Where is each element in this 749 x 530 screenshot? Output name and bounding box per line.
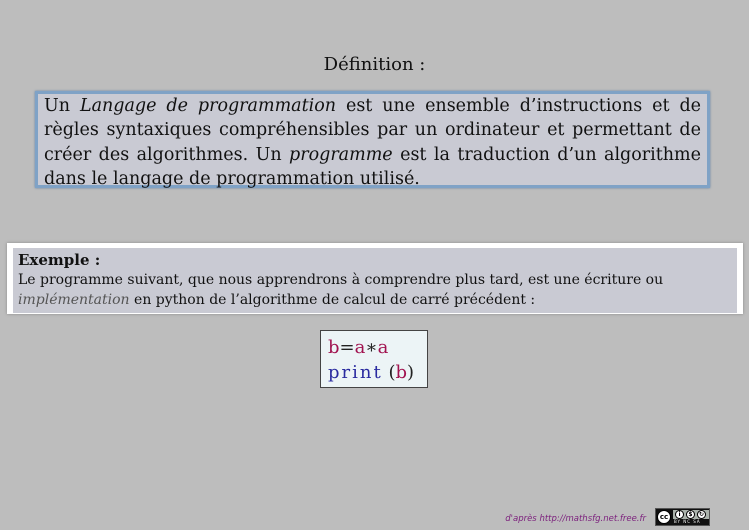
example-term-implementation: implémentation [18, 292, 130, 308]
footer-credit: d'après http://mathsfg.net.free.fr [505, 514, 646, 524]
definition-text-3: est la traduction d’un algorithme dans le langage de programmation utilisé. [44, 144, 701, 189]
code-var-a: a [354, 337, 366, 358]
code-var-b: b [395, 362, 408, 383]
definition-text-2: est une ensemble d’instructions et de règles syntaxiques compréhensibles par un ordinateur et permettant de créer des algorithmes. Un [44, 96, 701, 165]
code-mult: ∗ [365, 337, 378, 358]
definition-box [35, 91, 710, 188]
code-var-a: a [377, 337, 389, 358]
code-var-b: b [328, 337, 340, 358]
definition-term-program: programme [289, 144, 393, 165]
code-paren-open: ( [388, 362, 396, 383]
example-text-1: Le programme suivant, que nous apprendrons à comprendre plus tard, est une écriture ou [18, 272, 664, 288]
code-line-1 [328, 335, 427, 360]
code-line-2 [328, 360, 427, 385]
code-assign: = [339, 337, 355, 358]
cc-by-nc-sa-icon [655, 508, 710, 526]
definition-title: Définition : [323, 54, 426, 75]
definition-term-language: Langage de programmation [79, 96, 337, 116]
cc-logo-icon: cc [657, 510, 671, 524]
example-title: Exemple : [18, 251, 101, 269]
definition-text-1: Un [44, 96, 80, 116]
example-text [18, 270, 732, 310]
code-block [320, 330, 428, 388]
nc-icon: $ [686, 510, 695, 519]
by-icon: i [675, 510, 684, 519]
sa-icon: ↻ [698, 511, 705, 518]
license-text: BY NC SA [674, 519, 701, 524]
example-box [7, 243, 743, 314]
code-keyword-print: print [328, 362, 383, 383]
example-text-2: en python de l’algorithme de calcul de carré précédent : [129, 292, 536, 308]
example-content [13, 248, 737, 313]
code-paren-close: ) [407, 362, 415, 383]
